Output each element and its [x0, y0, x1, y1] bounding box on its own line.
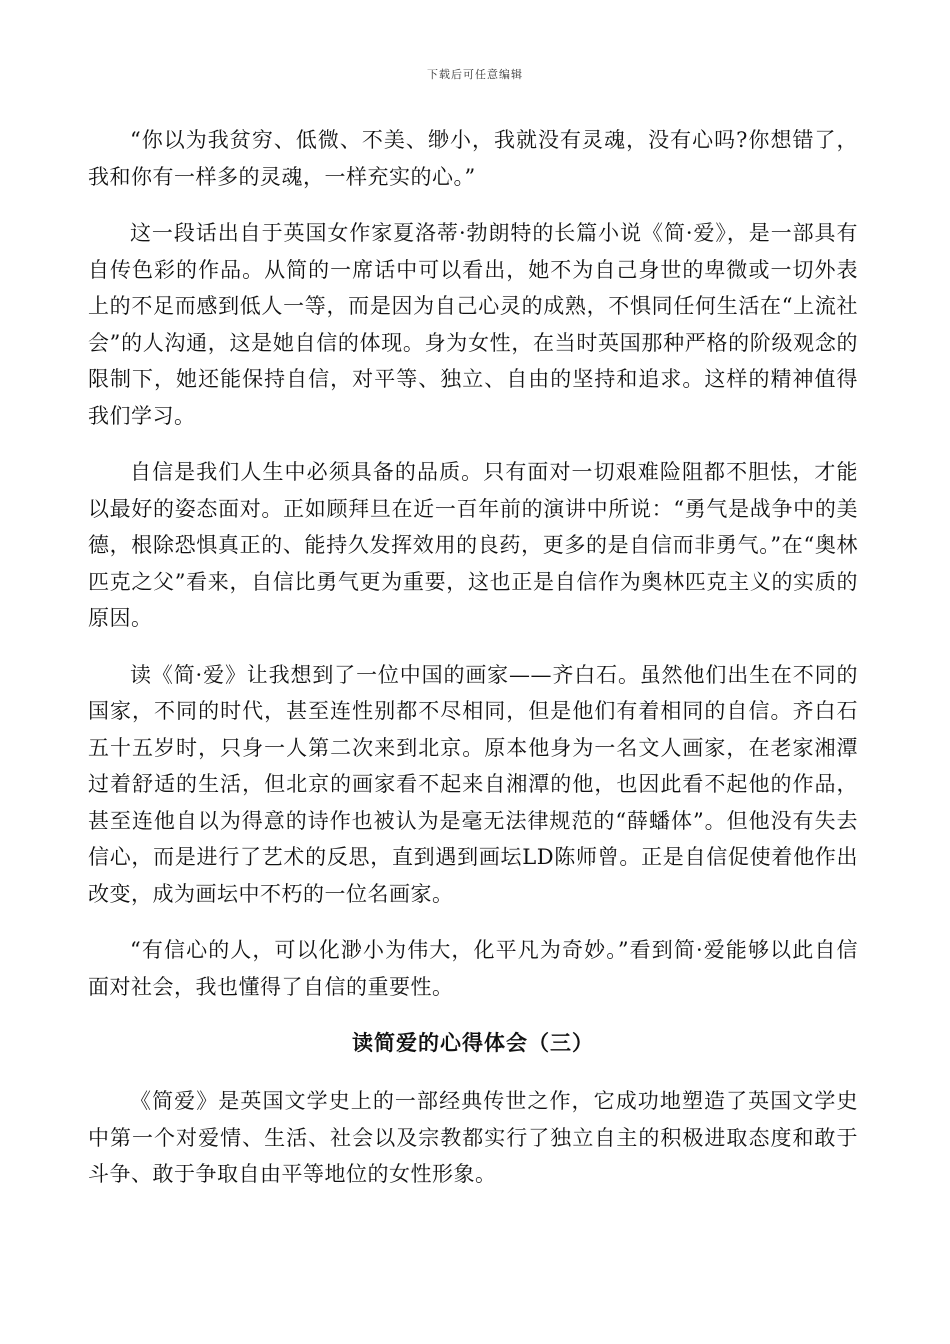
page-header: 下载后可任意编辑	[427, 68, 523, 81]
paragraph-confidence: 自信是我们人生中必须具备的品质。只有面对一切艰难险阻都不胆怯，才能以最好的姿态面对。正如顾拜旦在近一百年前的演讲中所说：“勇气是战争中的美德，根除恐惧真正的、能持久发挥效用的良药，更多的是自信而非勇气。”在“奥林匹克之父”看来，自信比勇气更为重要，这也正是自信作为奥林匹克主义的实质的原因。	[88, 460, 858, 630]
paragraph-source: 这一段话出自于英国女作家夏洛蒂·勃朗特的长篇小说《简·爱》，是一部具有自传色彩的作品。从简的一席话中可以看出，她不为自己身世的卑微或一切外表上的不足而感到低人一等，而是因为自己心灵的成熟，不惧同任何生活在“上流社会”的人沟通，这是她自信的体现。身为女性，在当时英国那种严格的阶级观念的限制下，她还能保持自信，对平等、独立、自由的坚持和追求。这样的精神值得我们学习。	[88, 221, 858, 428]
document-body	[88, 122, 858, 1213]
paragraph-section-intro: 《简爱》是英国文学史上的一部经典传世之作，它成功地塑造了英国文学史中第一个对爱情、生活、社会以及宗教都实行了独立自主的积极进取态度和敢于斗争、敢于争取自由平等地位的女性形象。	[88, 1089, 858, 1186]
paragraph-qi-baishi: 读《简·爱》让我想到了一位中国的画家——齐白石。虽然他们出生在不同的国家，不同的时代，甚至连性别都不尽相同，但是他们有着相同的自信。齐白石五十五岁时，只身一人第二次来到北京。原本他身为一名文人画家，在老家湘潭过着舒适的生活，但北京的画家看不起来自湘潭的他，也因此看不起他的作品，甚至连他自以为得意的诗作也被认为是毫无法律规范的“薛蟠体”。但他没有失去信心，而是进行了艺术的反思，直到遇到画坛LD陈师曾。正是自信促使着他作出改变，成为画坛中不朽的一位名画家。	[88, 662, 858, 906]
paragraph-quote: “你以为我贫穷、低微、不美、缈小，我就没有灵魂，没有心吗?你想错了，我和你有一样多的灵魂，一样充实的心。”	[88, 128, 858, 189]
paragraph-conclusion: “有信心的人，可以化渺小为伟大，化平凡为奇妙。”看到简·爱能够以此自信面对社会，我也懂得了自信的重要性。	[88, 938, 858, 999]
section-heading: 读简爱的心得体会（三）	[352, 1030, 594, 1055]
